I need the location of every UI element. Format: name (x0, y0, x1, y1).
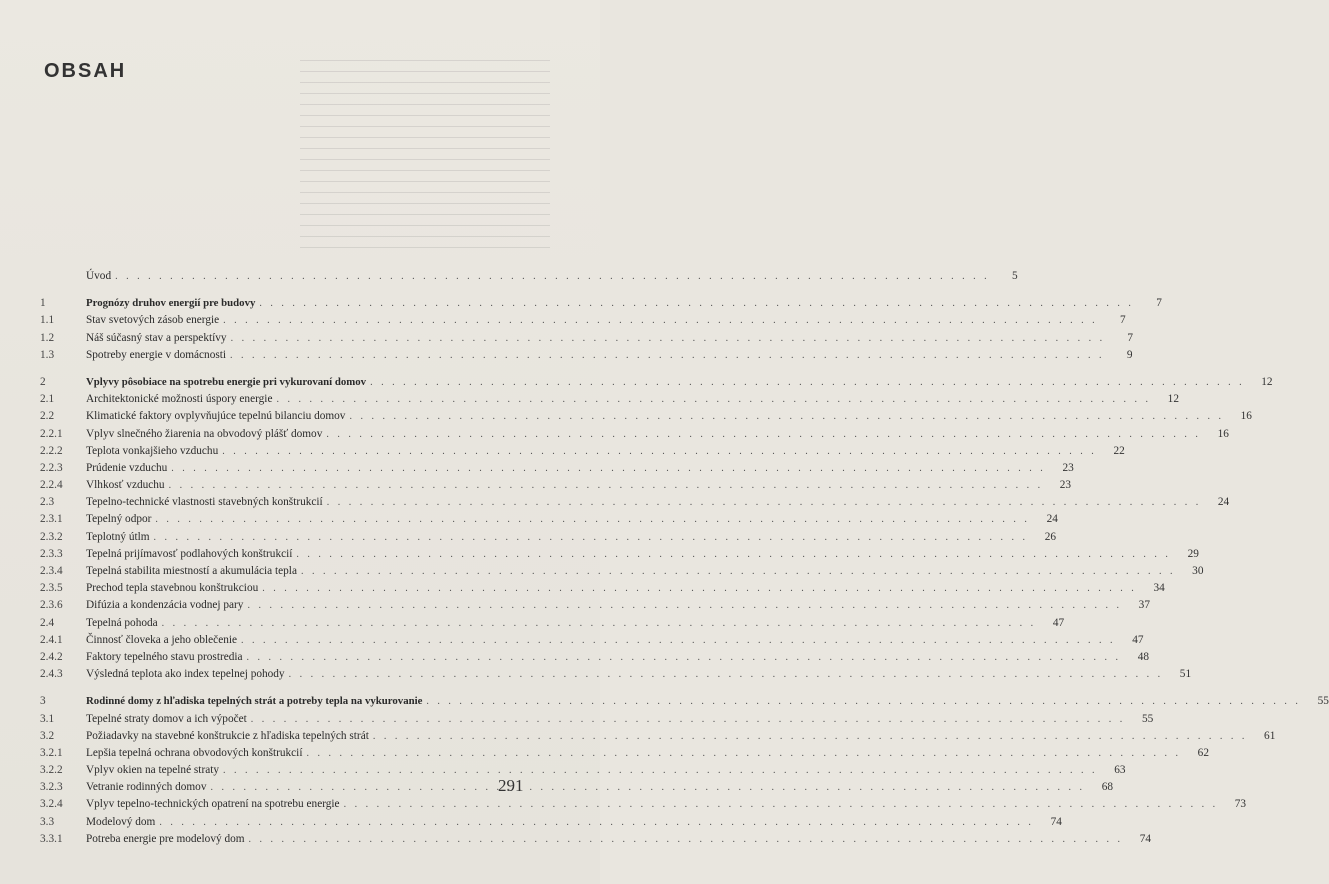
toc-entry-title: Stav svetových zásob energie (86, 314, 220, 327)
toc-entry-title: Požiadavky na stavebné konštrukcie z hľadiska tepelných strát (86, 729, 369, 742)
toc-entry-number: 2.3 (40, 496, 55, 509)
toc-entry-row (40, 460, 1074, 477)
toc-entry-page: 63 (1114, 764, 1126, 777)
toc-entry-row (40, 529, 1057, 546)
toc-entry-title: Teplotný útlm (86, 530, 150, 543)
toc-entry-page: 30 (1192, 565, 1204, 577)
toc-entry-title: Činnosť človeka a jeho oblečenie (86, 633, 238, 646)
dot-leader (327, 494, 1202, 511)
dot-leader (155, 511, 1030, 528)
toc-entry-row (40, 615, 1065, 632)
toc-entry-row (40, 814, 1062, 831)
toc-entry-number: 3.2.1 (40, 746, 63, 759)
toc-entry-number: 2.3.5 (40, 582, 63, 595)
toc-entry-title: Prúdenie vzduchu (86, 461, 168, 474)
dot-leader (296, 546, 1171, 563)
toc-entry-title: Klimatické faktory ovplyvňujúce tepelnú bilanciu domov (86, 410, 346, 423)
dot-leader (373, 728, 1248, 745)
toc-entry-page: 7 (1127, 331, 1134, 344)
toc-entry-number: 3.2.3 (40, 781, 63, 794)
toc-entry-page: 61 (1264, 729, 1276, 742)
dot-leader (223, 762, 1098, 779)
toc-entry-title: Vplyv tepelno-technických opatrení na spotrebu energie (86, 798, 340, 811)
toc-entry-number: 2.3.4 (40, 565, 63, 577)
contents-heading: OBSAH (44, 60, 127, 82)
toc-entry-number: 2 (40, 375, 46, 388)
toc-entry-page: 47 (1132, 633, 1144, 646)
dot-leader (249, 831, 1124, 848)
toc-entry-number: 2.3.2 (40, 530, 63, 543)
toc-entry-page: 16 (1240, 410, 1252, 423)
toc-entry-number: 2.1 (40, 393, 55, 406)
toc-entry-title: Výsledná teplota ako index tepelnej pohody (86, 668, 285, 681)
dot-leader (426, 693, 1301, 710)
toc-entry-number: 3.2.2 (40, 764, 63, 777)
table-of-contents (40, 268, 1329, 848)
toc-entry-row (40, 779, 1113, 796)
toc-entry-row (40, 511, 1058, 528)
toc-entry-title: Spotreby energie v domácnosti (86, 348, 227, 361)
toc-entry-page: 51 (1179, 668, 1192, 681)
toc-entry-page: 7 (1119, 314, 1126, 327)
toc-entry-number: 2.4 (40, 616, 55, 629)
toc-entry-title: Vlhkosť vzduchu (86, 479, 165, 492)
dot-leader (301, 563, 1176, 580)
toc-entry-row (40, 546, 1199, 563)
dot-leader (349, 408, 1224, 425)
toc-entry-title: Vplyv slnečného žiarenia na obvodový plášť domov (86, 427, 323, 440)
toc-entry-row (40, 711, 1154, 728)
toc-entry-number: 3.1 (40, 712, 55, 725)
toc-entry-page: 24 (1217, 496, 1230, 509)
show-through-text (300, 60, 550, 300)
toc-entry-number: 2.4.3 (40, 668, 63, 681)
toc-entry-row (40, 347, 1133, 364)
toc-entry-number: 2.2.1 (40, 427, 63, 440)
toc-entry-page: 22 (1113, 444, 1125, 457)
toc-entry-row (40, 666, 1192, 683)
toc-entry-row (40, 330, 1134, 347)
toc-entry-page: 48 (1137, 650, 1150, 663)
toc-entry-number: 2.4.1 (40, 633, 63, 646)
toc-entry-row (40, 632, 1144, 649)
dot-leader (344, 796, 1219, 813)
dot-leader (306, 745, 1181, 762)
toc-entry-number: 3 (40, 695, 46, 708)
toc-entry-row (40, 563, 1204, 580)
toc-entry-title: Architektonické možnosti úspory energie (86, 393, 273, 406)
dot-leader (251, 711, 1126, 728)
toc-entry-page: 37 (1138, 599, 1150, 612)
toc-entry-number: 3.2.4 (40, 798, 63, 811)
dot-leader (169, 477, 1044, 494)
toc-entry-page: 12 (1261, 375, 1273, 388)
toc-entry-row (40, 580, 1165, 597)
toc-entry-number: 2.3.3 (40, 547, 63, 560)
toc-entry-page: 55 (1141, 712, 1154, 725)
toc-entry-number: 3.3.1 (40, 832, 63, 845)
toc-entry-title: Vetranie rodinných domov (86, 781, 207, 794)
toc-entry-title: Prognózy druhov energií pre budovy (86, 297, 256, 310)
toc-entry-number: 3.3 (40, 815, 55, 828)
toc-entry-page: 74 (1050, 815, 1062, 828)
toc-entry-row (40, 477, 1072, 494)
toc-entry-page: 16 (1217, 427, 1229, 440)
dot-leader (154, 529, 1029, 546)
toc-entry-row (40, 426, 1229, 443)
dot-leader (210, 779, 1085, 796)
dot-leader (162, 615, 1037, 632)
toc-entry-title: Tepelná pohoda (86, 616, 158, 629)
toc-entry-title: Modelový dom (86, 815, 156, 828)
toc-entry-row (40, 268, 1018, 285)
toc-entry-title: Vplyv okien na tepelné straty (86, 764, 220, 777)
toc-entry-row (40, 762, 1126, 779)
toc-entry-number: 3.2 (40, 729, 55, 742)
toc-entry-page: 24 (1046, 513, 1058, 526)
toc-entry-page: 23 (1059, 479, 1072, 492)
dot-leader (289, 666, 1164, 683)
toc-entry-number: 2.2.3 (40, 461, 63, 474)
dot-leader (276, 391, 1151, 408)
dot-leader (222, 443, 1097, 460)
toc-entry-row (40, 312, 1126, 329)
dot-leader (247, 649, 1122, 666)
toc-entry-row (40, 494, 1230, 511)
page-number: 291 (498, 776, 524, 795)
toc-entry-page: 9 (1126, 348, 1133, 361)
toc-entry-row (40, 728, 1276, 745)
toc-entry-page: 29 (1187, 547, 1199, 560)
dot-leader (259, 295, 1134, 312)
toc-entry-title: Difúzia a kondenzácia vodnej pary (86, 599, 244, 612)
toc-entry-title: Tepelná prijímavosť podlahových konštrukcií (86, 547, 293, 560)
dot-leader (370, 374, 1245, 391)
toc-entry-page: 26 (1044, 530, 1057, 543)
dot-leader (247, 597, 1122, 614)
toc-entry-title: Tepelné straty domov a ich výpočet (86, 712, 247, 725)
toc-entry-page: 7 (1156, 297, 1162, 310)
toc-entry-title: Prechod tepla stavebnou konštrukciou (86, 582, 259, 595)
toc-entry-title: Lepšia tepelná ochrana obvodových konštrukcií (86, 746, 303, 759)
dot-leader (230, 347, 1105, 364)
toc-entry-title: Tepelná stabilita miestností a akumulácia tepla (86, 565, 297, 577)
toc-entry-number: 1 (40, 297, 46, 310)
toc-entry-title: Tepelno-technické vlastnosti stavebných konštrukcií (86, 496, 323, 509)
toc-entry-number: 2.2.4 (40, 479, 63, 492)
toc-chapter-row (40, 295, 1162, 312)
toc-entry-number: 2.3.6 (40, 599, 63, 612)
toc-entry-number: 2.3.1 (40, 513, 63, 526)
toc-entry-page: 5 (1011, 270, 1018, 282)
dot-leader (231, 330, 1106, 347)
toc-entry-page: 73 (1234, 798, 1247, 811)
toc-chapter-row (40, 693, 1329, 710)
toc-entry-title: Tepelný odpor (86, 513, 152, 526)
toc-entry-number: 2.2.2 (40, 444, 63, 457)
toc-entry-number: 1.1 (40, 314, 55, 327)
dot-leader (223, 312, 1098, 329)
toc-entry-title: Faktory tepelného stavu prostredia (86, 650, 243, 663)
dot-leader (326, 426, 1201, 443)
dot-leader (241, 632, 1116, 649)
toc-entry-page: 12 (1167, 393, 1179, 406)
toc-entry-page: 68 (1101, 781, 1113, 794)
dot-leader (115, 268, 990, 285)
toc-entry-page: 74 (1139, 832, 1152, 845)
toc-entry-row (40, 796, 1247, 813)
dot-leader (262, 580, 1137, 597)
toc-entry-page: 23 (1062, 461, 1074, 474)
toc-entry-row (40, 649, 1150, 666)
toc-entry-title: Náš súčasný stav a perspektívy (86, 331, 227, 344)
toc-entry-number: 1.2 (40, 331, 55, 344)
toc-entry-row (40, 408, 1252, 425)
toc-entry-number: 1.3 (40, 348, 55, 361)
toc-entry-row (40, 831, 1152, 848)
toc-entry-title: Rodinné domy z hľadiska tepelných strát a potreby tepla na vykurovanie (86, 695, 423, 708)
toc-entry-number: 2.2 (40, 410, 55, 423)
toc-entry-row (40, 391, 1179, 408)
toc-entry-row (40, 443, 1125, 460)
toc-entry-page: 55 (1317, 695, 1329, 708)
dot-leader (159, 814, 1034, 831)
toc-entry-title: Potreba energie pre modelový dom (86, 832, 245, 845)
dot-leader (171, 460, 1046, 477)
toc-entry-row (40, 745, 1209, 762)
toc-chapter-row (40, 374, 1273, 391)
toc-entry-title: Úvod (86, 270, 112, 282)
toc-entry-number: 2.4.2 (40, 650, 63, 663)
toc-entry-title: Teplota vonkajšieho vzduchu (86, 444, 219, 457)
toc-entry-page: 34 (1153, 582, 1165, 595)
toc-entry-row (40, 597, 1150, 614)
toc-entry-title: Vplyvy pôsobiace na spotrebu energie pri vykurovaní domov (86, 375, 367, 388)
toc-entry-page: 47 (1052, 616, 1065, 629)
toc-entry-page: 62 (1197, 746, 1209, 759)
